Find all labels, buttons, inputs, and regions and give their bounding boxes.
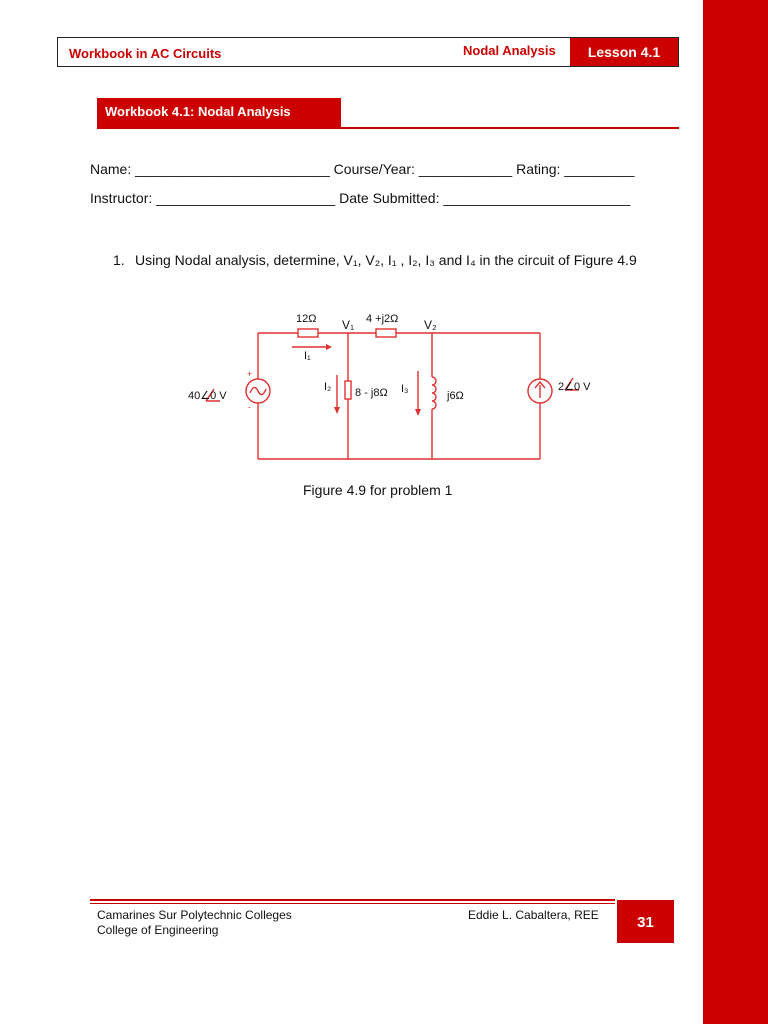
- circuit-diagram: [180, 305, 620, 475]
- label-v1: V₁: [342, 318, 355, 332]
- label-r1: 12Ω: [296, 313, 317, 325]
- label-i2: I₂: [324, 381, 332, 393]
- label-source-voltage: 40∠0 V: [188, 390, 227, 402]
- label-i3: I₃: [401, 383, 409, 395]
- problem-text: Using Nodal analysis, determine, V₁, V₂, I₁ , I₂, I₃ and I₄ in the circuit of Figure 4.9: [135, 252, 637, 268]
- workbook-label: Workbook 4.1: Nodal Analysis: [97, 98, 341, 128]
- label-plus: +: [247, 369, 253, 379]
- label-z2: 4 +j2Ω: [366, 313, 399, 325]
- footer-author: Eddie L. Cabaltera, REE: [468, 908, 599, 922]
- header-topic: Nodal Analysis: [463, 43, 556, 58]
- problem-number: 1.: [113, 252, 125, 268]
- label-v2: V₂: [424, 318, 437, 332]
- page-number: 31: [617, 900, 674, 943]
- footer-rule: [90, 899, 615, 901]
- workbook-rule: [97, 127, 679, 129]
- page-header: [57, 37, 679, 67]
- footer-institution: [97, 908, 292, 938]
- side-accent-bar: [703, 0, 768, 1024]
- footer-institution-line2: College of Engineering: [97, 923, 219, 937]
- form-line-name: Name: _________________________ Course/Year: ____________ Rating: _________: [90, 161, 635, 177]
- figure-caption: Figure 4.9 for problem 1: [303, 482, 453, 498]
- footer-rule-thin: [90, 903, 615, 904]
- label-z4: j6Ω: [447, 390, 464, 402]
- form-line-instructor: Instructor: _______________________ Date Submitted: ________________________: [90, 190, 631, 206]
- label-i1: I₁: [304, 350, 311, 362]
- label-minus: -: [248, 402, 251, 412]
- header-title: Workbook in AC Circuits: [69, 46, 222, 61]
- label-source-current: 2∠0 V: [558, 381, 591, 393]
- header-lesson: Lesson 4.1: [570, 38, 678, 66]
- footer-institution-line1: Camarines Sur Polytechnic Colleges: [97, 908, 292, 922]
- label-z3: 8 - j8Ω: [355, 387, 388, 399]
